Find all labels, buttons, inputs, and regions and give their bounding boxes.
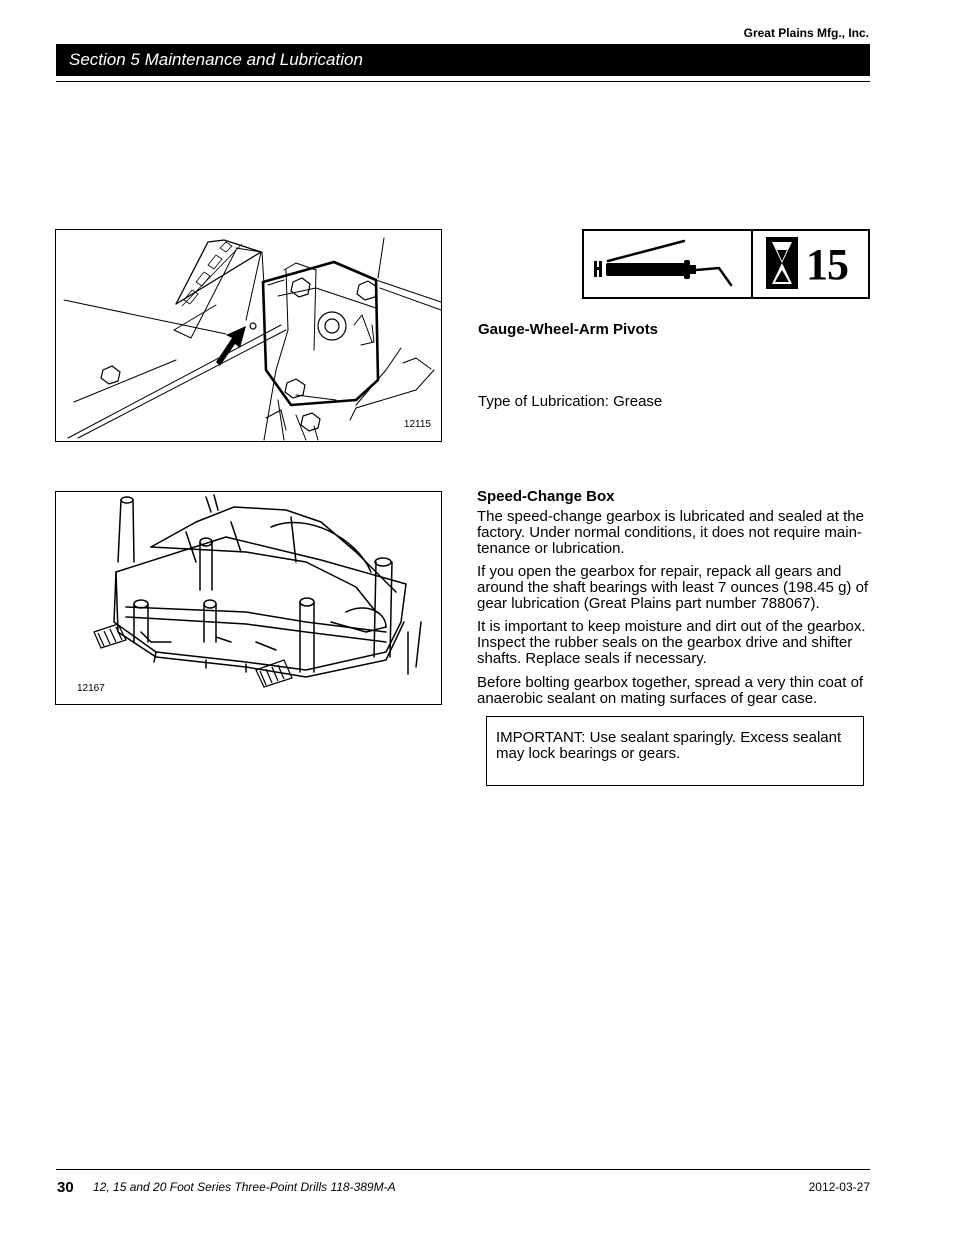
grease-gun-icon <box>584 231 749 297</box>
figure-speed-change-box <box>55 491 442 705</box>
speed-change-paragraph: It is important to keep moisture and dirt out of the gearbox. Inspect the rubber seals on the gearbox drive and shifter shafts. Replace seals if necessary. <box>477 618 866 667</box>
footer-document-title: 12, 15 and 20 Foot Series Three-Point Drills 118-389M-A <box>93 1180 396 1194</box>
figure-gauge-wheel-pivot <box>55 229 442 442</box>
gearbox-illustration <box>56 492 441 704</box>
header-rule <box>56 81 870 82</box>
speed-change-paragraph: Before bolting gearbox together, spread a very thin coat of anaerobic sealant on mating surfaces of gear case. <box>477 674 864 707</box>
speed-change-paragraph: If you open the gearbox for repair, repack all gears and around the shaft bearings with least 7 ounces (198.45 g) of gear lubrication (Great Plains part number 788067). <box>477 563 869 612</box>
footer-date: 2012-03-27 <box>808 1180 870 1194</box>
footer-rule <box>56 1169 870 1170</box>
page-number: 30 <box>57 1179 74 1196</box>
gauge-wheel-heading: Gauge-Wheel-Arm Pivots <box>478 321 659 338</box>
figure-number: 12167 <box>77 683 105 694</box>
important-notice <box>486 716 864 786</box>
lubrication-type: Type of Lubrication: Grease <box>478 393 663 410</box>
section-title: Section 5 Maintenance and Lubrication <box>69 50 363 69</box>
lubrication-interval: 15 <box>806 240 848 289</box>
hourglass-icon <box>766 237 798 289</box>
speed-change-paragraph: The speed-change gearbox is lubricated and sealed at the factory. Under normal conditions, it does not require main-tenance or lubrication. <box>477 508 864 557</box>
speed-change-heading: Speed-Change Box <box>477 488 615 505</box>
company-name: Great Plains Mfg., Inc. <box>743 26 869 40</box>
section-header-bar <box>56 44 870 76</box>
figure-number: 12115 <box>403 419 431 430</box>
symbol-divider <box>751 231 753 297</box>
lubrication-symbol <box>582 229 870 299</box>
important-text: IMPORTANT: Use sealant sparingly. Excess sealant may lock bearings or gears. <box>496 729 842 762</box>
grease-fitting-pivot-illustration <box>56 230 441 441</box>
